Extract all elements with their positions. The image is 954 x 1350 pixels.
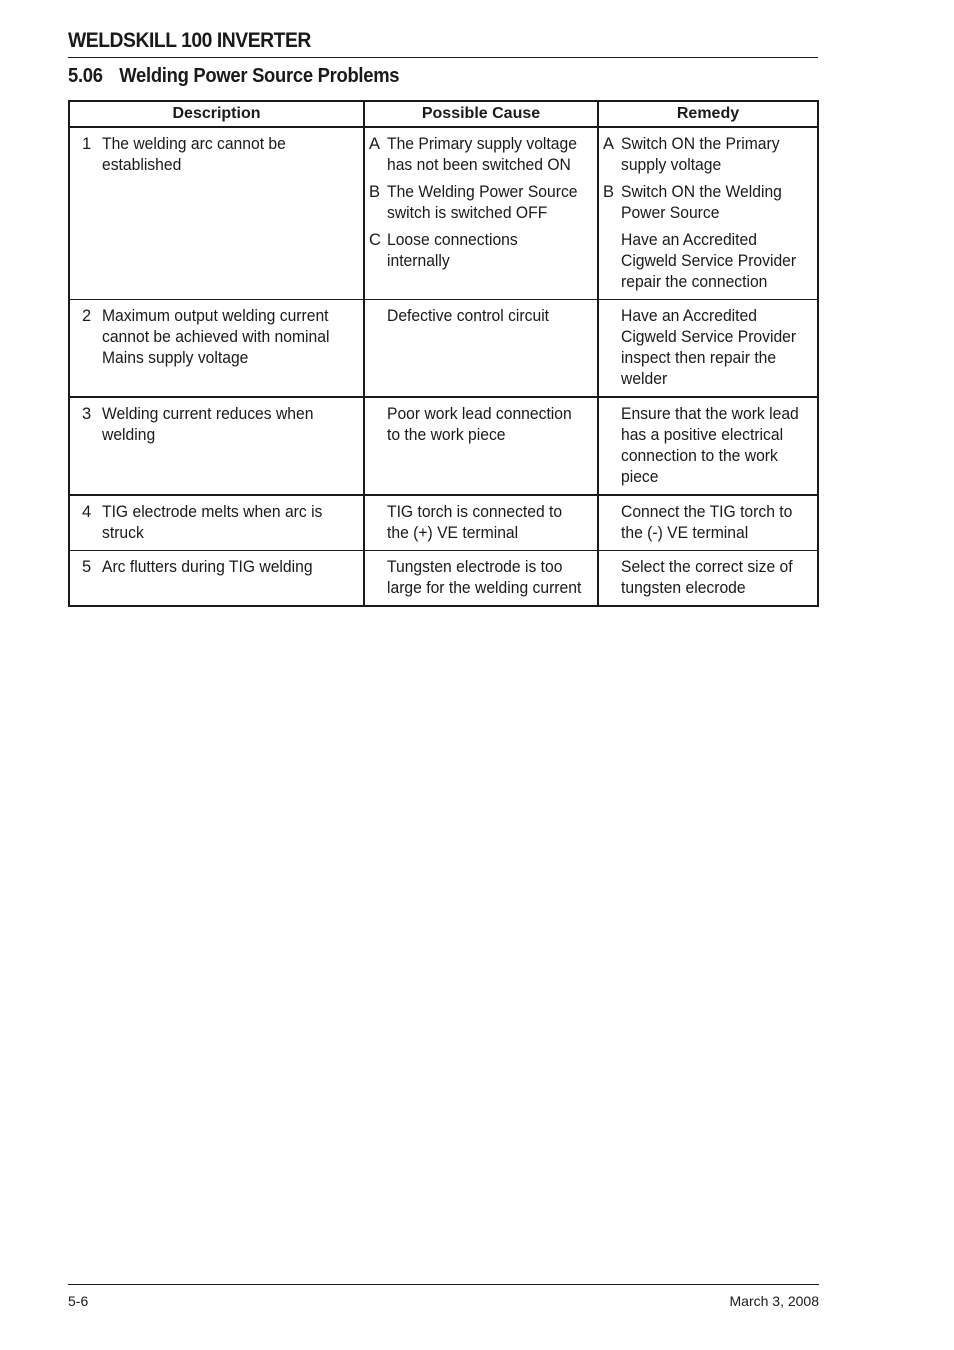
- cause-cell: [364, 495, 598, 551]
- remedy-cell: [598, 127, 818, 300]
- section-number: 5.06: [68, 65, 103, 87]
- remedy-marker: [603, 404, 621, 488]
- document-header: [68, 28, 818, 58]
- remedy-text: Ensure that the work lead has a positive electrical connection to the work piece: [621, 405, 799, 486]
- troubleshooting-table: [68, 100, 819, 607]
- table-row: [69, 551, 818, 607]
- remedy-marker: [603, 557, 621, 599]
- row-number: 2: [82, 307, 92, 325]
- cause-marker: C: [369, 231, 381, 249]
- remedy-marker: [603, 230, 621, 293]
- remedy-cell: [598, 300, 818, 398]
- cause-text: Loose connections internally: [387, 231, 518, 270]
- publication-date: March 3, 2008: [729, 1293, 819, 1309]
- table-header-row: [69, 101, 818, 127]
- header-rule: [68, 57, 818, 58]
- cause-text: The Welding Power Source switch is switched OFF: [387, 183, 578, 222]
- page-number: 5-6: [68, 1293, 89, 1309]
- cause-marker: B: [369, 183, 381, 201]
- description-text: TIG electrode melts when arc is struck: [102, 503, 323, 542]
- description-cell: [69, 397, 364, 495]
- row-number: 3: [82, 405, 92, 423]
- table-row: [69, 397, 818, 495]
- column-header-remedy: Remedy: [598, 101, 818, 127]
- remedy-text: Switch ON the Welding Power Source: [621, 183, 782, 222]
- section-title: Welding Power Source Problems: [119, 65, 400, 87]
- description-cell: [69, 127, 364, 300]
- description-text: Maximum output welding current cannot be achieved with nominal Mains supply voltage: [102, 307, 330, 367]
- column-header-possible-cause: Possible Cause: [364, 101, 598, 127]
- remedy-marker: B: [603, 183, 615, 201]
- cause-text: Poor work lead connection to the work piece: [387, 405, 572, 444]
- document-title: WELDSKILL 100 INVERTER: [68, 29, 311, 52]
- remedy-cell: [598, 397, 818, 495]
- cause-marker: [369, 404, 387, 446]
- section-heading: [68, 62, 399, 90]
- description-text: Arc flutters during TIG welding: [102, 558, 313, 576]
- remedy-text: Have an Accredited Cigweld Service Provider inspect then repair the welder: [621, 307, 797, 388]
- description-cell: [69, 551, 364, 607]
- remedy-cell: [598, 495, 818, 551]
- description-text: The welding arc cannot be established: [102, 135, 286, 174]
- row-number: 5: [82, 558, 92, 576]
- remedy-cell: [598, 551, 818, 607]
- cause-marker: [369, 306, 387, 327]
- table-row: [69, 127, 818, 300]
- page-footer: [68, 1284, 819, 1309]
- remedy-text: Connect the TIG torch to the (-) VE terminal: [621, 503, 793, 542]
- row-number: 1: [82, 135, 92, 153]
- description-cell: [69, 300, 364, 398]
- description-text: Welding current reduces when welding: [102, 405, 314, 444]
- table-row: [69, 300, 818, 398]
- remedy-marker: [603, 306, 621, 390]
- cause-cell: [364, 127, 598, 300]
- remedy-text: Select the correct size of tungsten elecrode: [621, 558, 793, 597]
- cause-text: TIG torch is connected to the (+) VE terminal: [387, 503, 563, 542]
- cause-cell: [364, 300, 598, 398]
- cause-text: The Primary supply voltage has not been switched ON: [387, 135, 577, 174]
- cause-text: Defective control circuit: [387, 307, 550, 325]
- cause-text: Tungsten electrode is too large for the welding current: [387, 558, 582, 597]
- table-row: [69, 495, 818, 551]
- cause-cell: [364, 397, 598, 495]
- remedy-marker: [603, 502, 621, 544]
- cause-marker: [369, 557, 387, 599]
- remedy-text: Switch ON the Primary supply voltage: [621, 135, 780, 174]
- cause-cell: [364, 551, 598, 607]
- remedy-marker: A: [603, 135, 615, 153]
- description-cell: [69, 495, 364, 551]
- remedy-text: Have an Accredited Cigweld Service Provider repair the connection: [621, 231, 797, 291]
- row-number: 4: [82, 503, 92, 521]
- cause-marker: A: [369, 135, 381, 153]
- column-header-description: Description: [69, 101, 364, 127]
- cause-marker: [369, 502, 387, 544]
